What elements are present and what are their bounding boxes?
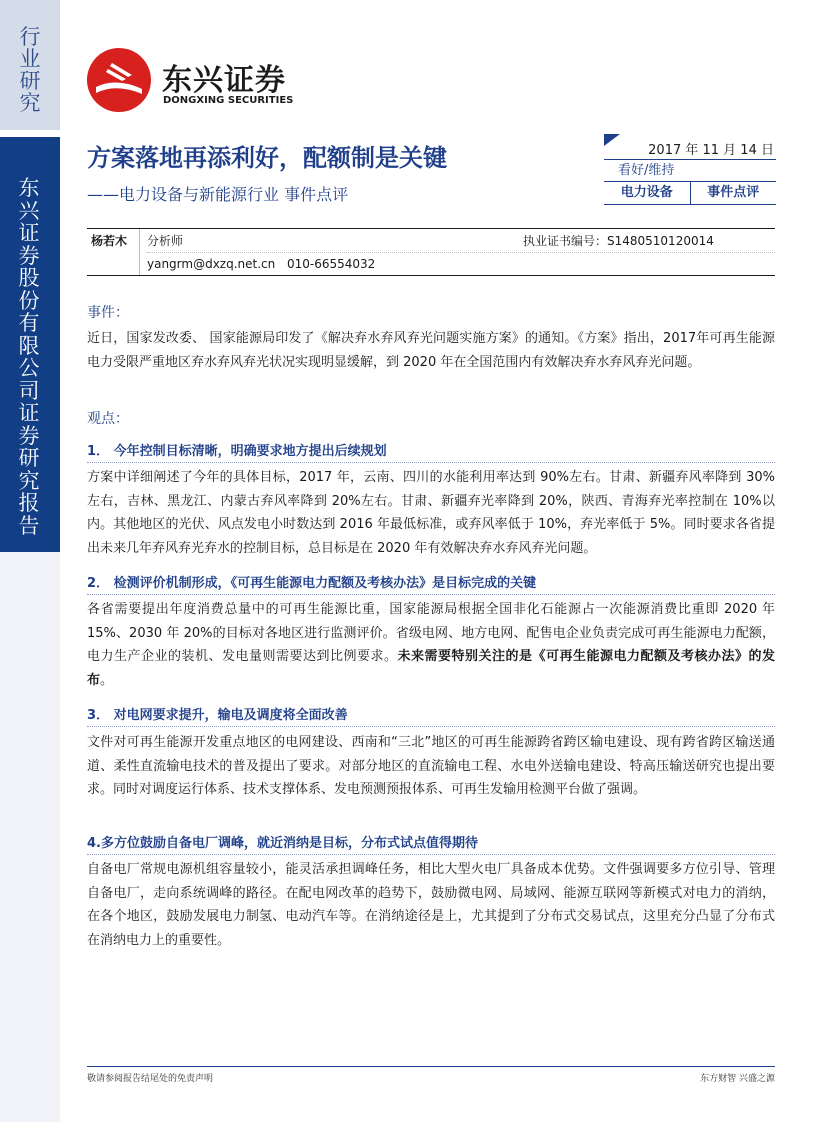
section-paragraph-2-text: 各省需要提出年度消费总量中的可再生能源比重，国家能源局根据全国非化石能源占一次能源消费比重即 2020 年 15%、2030 年 20%的目标对各地区进行监测评价。省级电网、地方电网、配售电企业负责完成可再生能源电力配额，电力生产企业的装机、发电量则需要达到比例要求。: [87, 602, 775, 664]
section-paragraph-2-highlight: 未来需要特别关注的是《可再生能源电力配额及考核办法》的发布: [87, 649, 775, 688]
report-info-box: [604, 134, 776, 205]
analyst-name: 杨若木: [87, 229, 140, 275]
logo-name-en: DONGXING SECURITIES: [163, 95, 294, 106]
footer-disclaimer: 敬请参阅报告结尾处的免责声明: [87, 1074, 214, 1084]
footer-divider: [87, 1066, 775, 1067]
event-label: 事件：: [87, 305, 129, 321]
company-logo: [86, 45, 316, 111]
report-title: 方案落地再添利好，配额制是关键: [87, 144, 447, 172]
sidebar-category-panel: [0, 0, 60, 130]
section-heading-4: 4.多方位鼓励自备电厂调峰，就近消纳是目标，分布式试点值得期待: [87, 832, 775, 855]
analyst-row-contact: [147, 253, 775, 275]
analyst-cert-number: 执业证书编号：S1480510120014: [523, 234, 714, 248]
sidebar-company-label: 东兴证券股份有限公司证券研究报告: [18, 176, 40, 538]
analyst-role: 分析师: [147, 234, 184, 248]
section-paragraph-4: 自备电厂常规电源机组容量较小，能灵活承担调峰任务，相比大型火电厂具备成本优势。文件强调要多方位引导、管理自备电厂，走向系统调峰的路径。在配电网改革的趋势下，鼓励微电网、局域网、能源互联网等新模式对电力的消纳，在各个地区，鼓励发展电力制氢、电动汽车等。在消纳途径是上，尤其提到了分布式交易试点，这里充分凸显了分布式在消纳电力上的重要性。: [87, 862, 775, 948]
sidebar-company-panel: [0, 137, 60, 552]
section-heading-2: 2． 检测评价机制形成，《可再生能源电力配额及考核办法》是目标完成的关键: [87, 572, 775, 595]
rating: 看好/维持: [604, 160, 776, 182]
tag-industry: 电力设备: [620, 185, 673, 200]
event-paragraph: 近日，国家发改委、 国家能源局印发了《解决弃水弃风弃光问题实施方案》的通知。《方案》指出，2017年可再生能源电力受限严重地区弃水弃风弃光状况实现明显缓解，到 2020 年在全国范围内有效解决弃水弃风弃光问题。: [87, 331, 775, 370]
section-heading-3: 3． 对电网要求提升，输电及调度将全面改善: [87, 704, 775, 727]
section-heading-1: 1． 今年控制目标清晰，明确要求地方提出后续规划: [87, 440, 775, 463]
tag-report-type: 事件点评: [690, 182, 777, 204]
logo-name-cn: 东兴证券: [162, 63, 286, 98]
sidebar-lower-panel: [0, 552, 60, 1122]
section-paragraph-3: 文件对可再生能源开发重点地区的电网建设、西南和“三北”地区的可再生能源跨省跨区输电建设、现有跨省跨区输送通道、柔性直流输电技术的普及提出了要求。对部分地区的直流输电工程、水电外送输电建设、特高压输送研究也提出要求。同时对调度运行体系、技术支撑体系、发电预测预报体系、可再生发输用检测平台做了强调。: [87, 735, 775, 797]
analyst-info: [87, 228, 775, 276]
analyst-row-role: [147, 230, 775, 253]
report-tags: [604, 182, 776, 205]
date-row: [604, 134, 776, 160]
report-date: 2017 年 11 月 14 日: [648, 143, 774, 158]
corner-triangle-icon: [604, 134, 620, 146]
analyst-phone: 010-66554032: [287, 257, 376, 271]
footer-slogan: 东方财智 兴盛之源: [700, 1074, 775, 1084]
section-paragraph-1: 方案中详细阐述了今年的具体目标，2017 年，云南、四川的水能利用率达到 90%左右。甘肃、新疆弃风率降到 30%左右，吉林、黑龙江、内蒙古弃风率降到 20%左右。甘肃、新疆弃光率降到 20%，陕西、青海弃光率控制在 10%以内。其他地区的光伏、风点发电小时数达到 2016 年最低标准，或弃风率低于 10%，弃光率低于 5%。同时要求各省提出未来几年弃风弃光弃水的控制目标，总目标是在 2020 年有效解决弃水弃风弃光问题。: [87, 470, 775, 556]
analyst-email[interactable]: yangrm@dxzq.net.cn: [147, 257, 276, 271]
section-paragraph-2-end: 。: [100, 672, 114, 688]
sidebar-category-label: 行业研究: [19, 25, 41, 115]
report-subtitle: ——电力设备与新能源行业 事件点评: [87, 185, 349, 204]
section-paragraph-2: [87, 598, 775, 692]
logo-mark-icon: [86, 47, 152, 113]
view-label: 观点：: [87, 411, 129, 427]
